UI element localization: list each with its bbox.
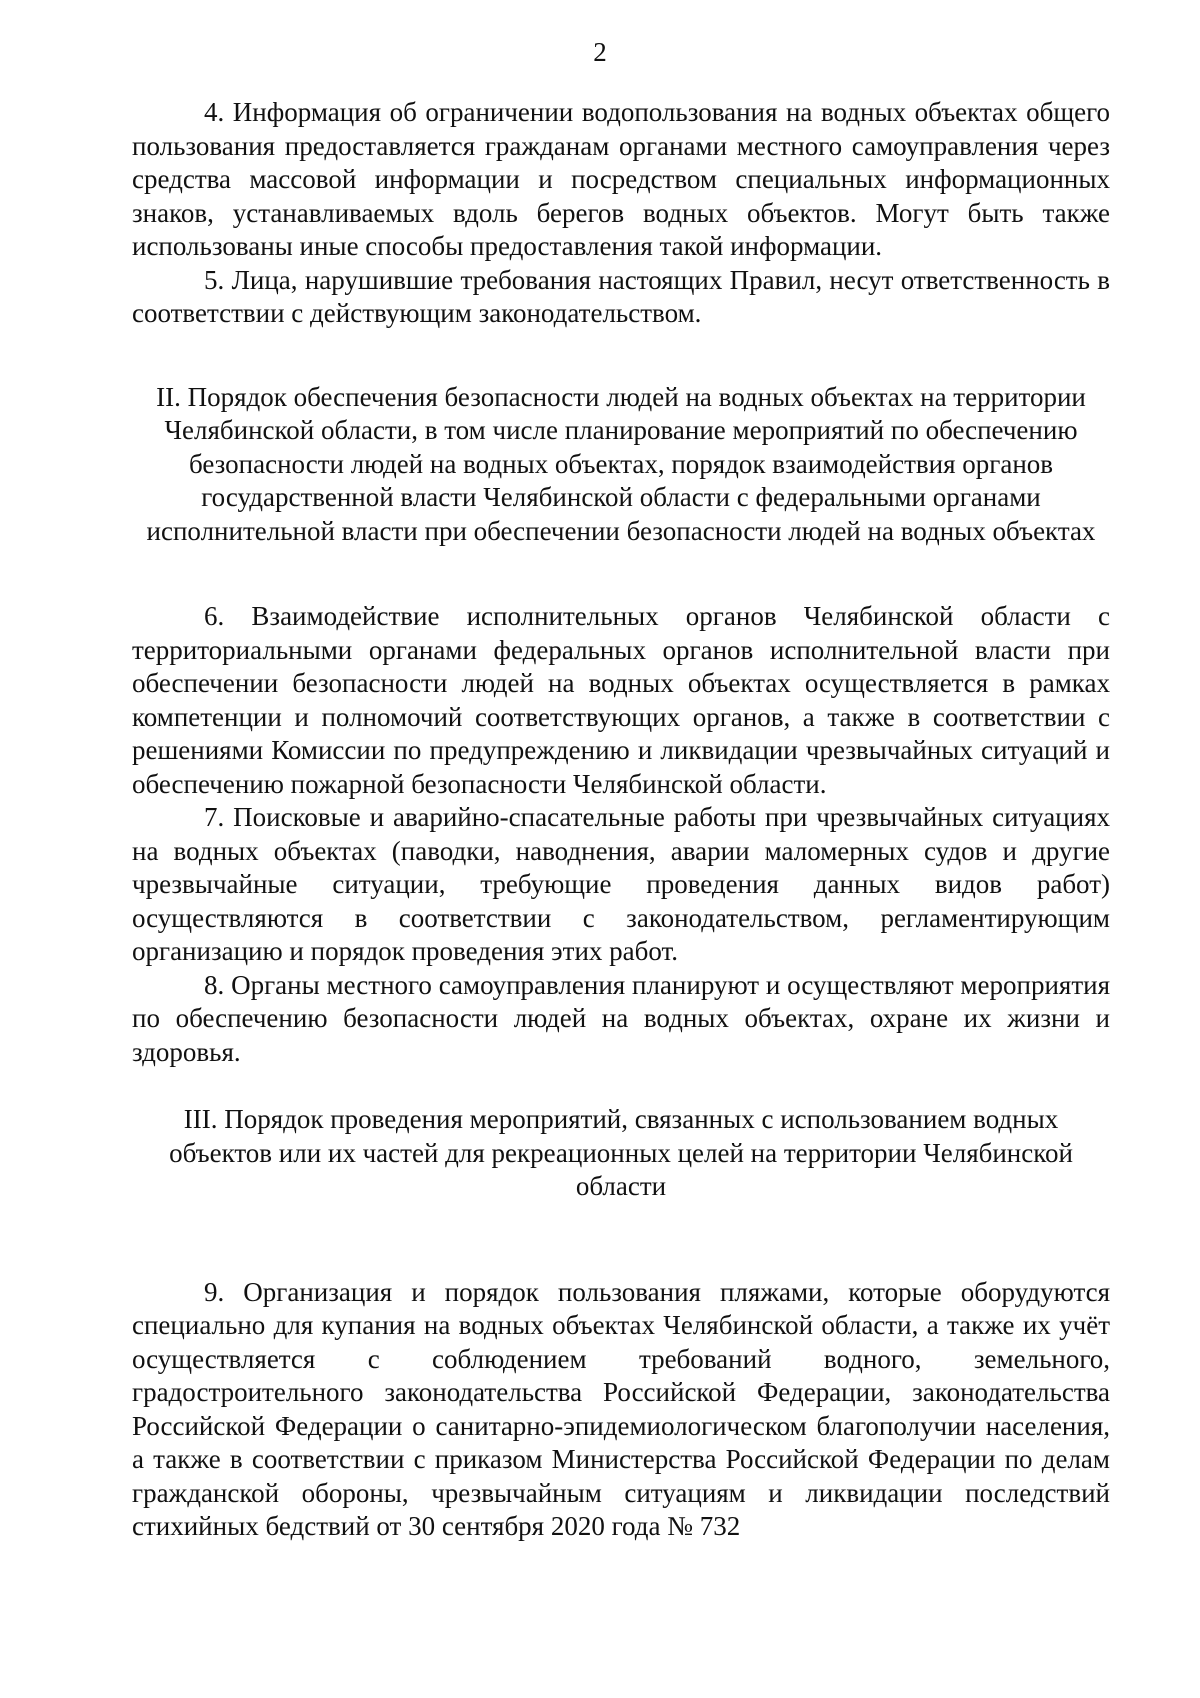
- paragraph-8: 8. Органы местного самоуправления планируют и осуществляют мероприятия по обеспечению безопасности людей на водных объектах, охране их жизни и здоровья.: [132, 969, 1110, 1067]
- section-3-heading: III. Порядок проведения мероприятий, связанных с использованием водных объектов или их частей для рекреационных целей на территории Челябинской области: [169, 1104, 1073, 1201]
- paragraph-4: 4. Информация об ограничении водопользования на водных объектах общего пользования предоставляется гражданам органами местного самоуправления через средства массовой информации и посредством специальных информационных знаков, устанавливаемых вдоль берегов водных объектов. Могут быть также использованы иные способы предоставления такой информации.: [132, 97, 1110, 261]
- section-2-heading: II. Порядок обеспечения безопасности людей на водных объектах на территории Челябинской области, в том числе планирование мероприятий по обеспечению безопасности людей на водных объектах, порядок взаимодействия органов государственной власти Челябинской области с федеральными органами исполнительной власти при обеспечении безопасности людей на водных объектах: [146, 381, 1096, 546]
- document-body: [132, 96, 1110, 1544]
- spacer: [132, 331, 1110, 381]
- page-number: 2: [593, 37, 607, 67]
- spacer: [132, 548, 1110, 600]
- paragraph-7: 7. Поисковые и аварийно-спасательные работы при чрезвычайных ситуациях на водных объектах (паводки, наводнения, аварии маломерных судов и другие чрезвычайные ситуации, требующие проведения данных видов работ) осуществляются в соответствии с законодательством, регламентирующим организацию и порядок проведения этих работ.: [132, 802, 1110, 966]
- spacer: [132, 1204, 1110, 1276]
- paragraph-6: 6. Взаимодействие исполнительных органов Челябинской области с территориальными органами федеральных органов исполнительной власти при обеспечении безопасности людей на водных объектах осуществляется в рамках компетенции и полномочий соответствующих органов, а также в соответствии с решениями Комиссии по предупреждению и ликвидации чрезвычайных ситуаций и обеспечению пожарной безопасности Челябинской области.: [132, 601, 1110, 799]
- paragraph-9: 9. Организация и порядок пользования пляжами, которые оборудуются специально для купания на водных объектах Челябинской области, а также их учёт осуществляется с соблюдением требований водного, земельного, градостроительного законодательства Российской Федерации, законодательства Российской Федерации о санитарно-эпидемиологическом благополучии населения, а также в соответствии с приказом Министерства Российской Федерации по делам гражданской обороны, чрезвычайным ситуациям и ликвидации последствий стихийных бедствий от 30 сентября 2020 года № 732: [132, 1276, 1110, 1541]
- paragraph-5: 5. Лица, нарушившие требования настоящих Правил, несут ответственность в соответствии с действующим законодательством.: [132, 264, 1110, 328]
- spacer: [132, 1069, 1110, 1103]
